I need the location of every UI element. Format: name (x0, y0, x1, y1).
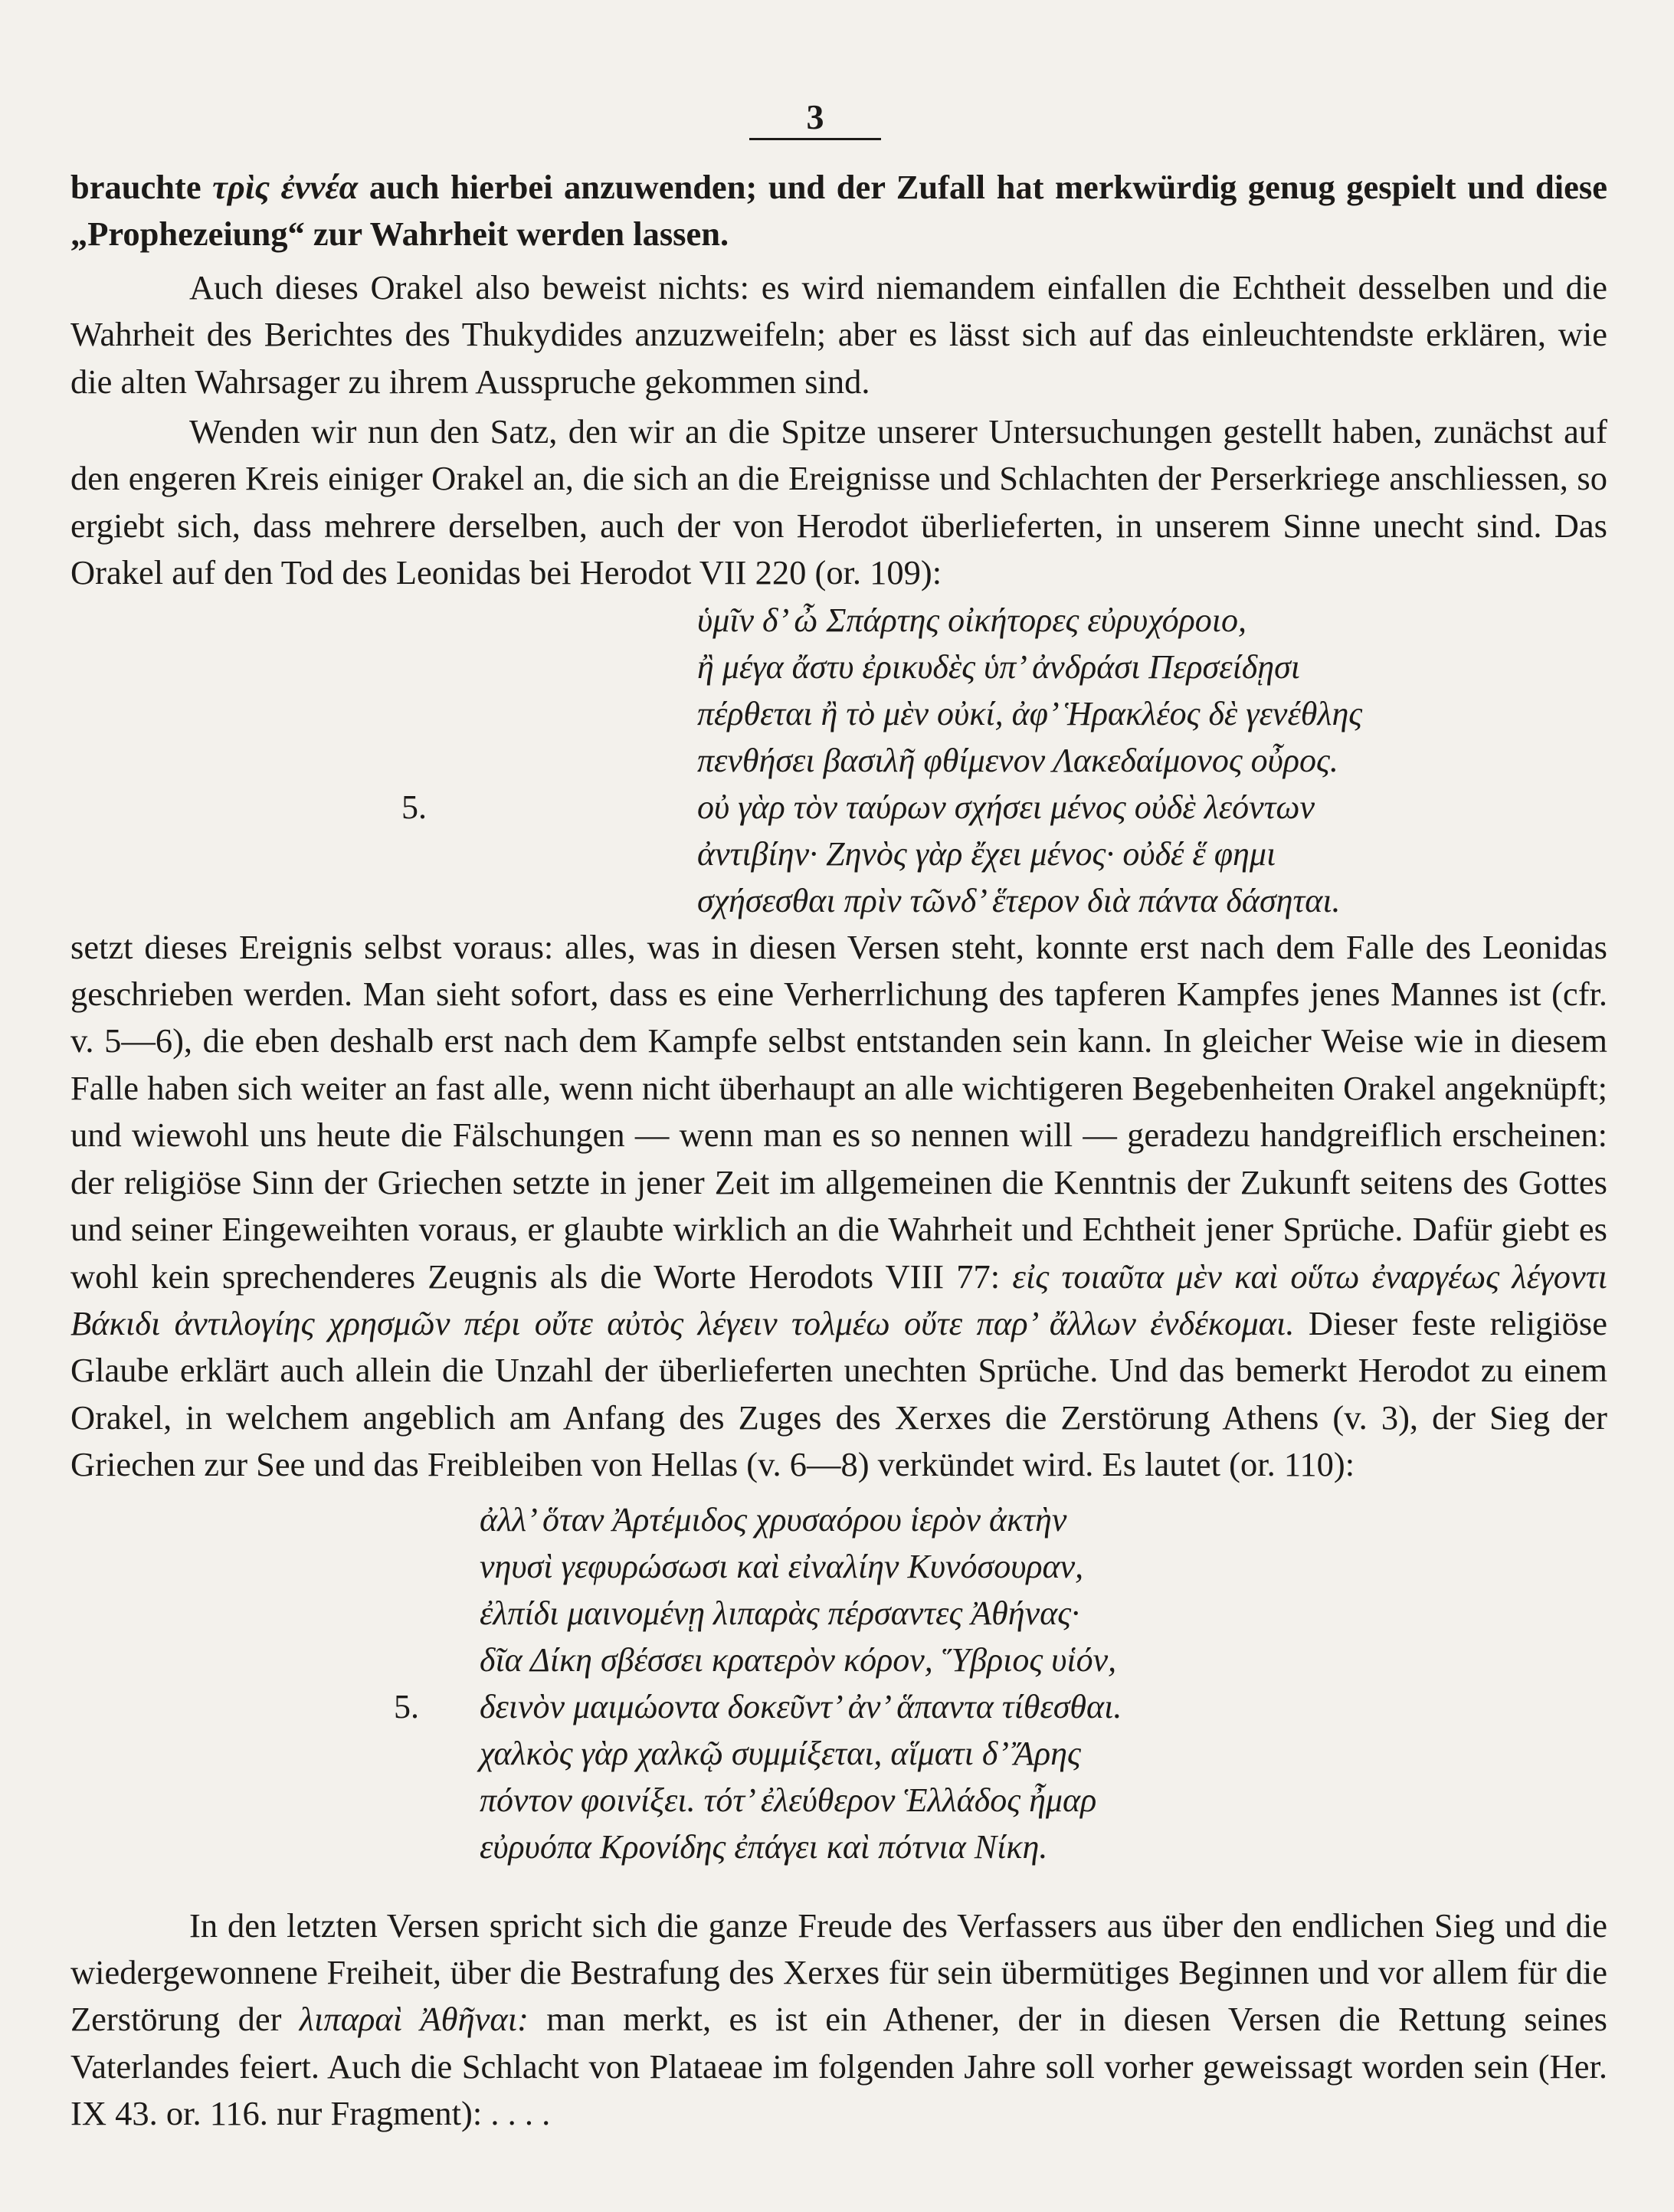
paragraph-1-greek: τρὶς ἐννέα (212, 168, 359, 206)
oracle-110-line-7 (70, 1777, 1607, 1824)
oracle-109-line-1 (70, 597, 1607, 644)
oracle-109 (70, 597, 1607, 924)
oracle-110-line-1 (70, 1496, 1607, 1543)
oracle-110-line-number-5: 5. (394, 1687, 419, 1725)
paragraph-1 (70, 164, 1607, 258)
oracle-110-line-6-text: χαλκὸς γὰρ χαλκῷ συμμίξεται, αἵματι δ’ Ἄρης (480, 1734, 1081, 1772)
page-number-rule (749, 138, 881, 140)
oracle-109-line-5-text: οὐ γὰρ τὸν ταύρων σχήσει μένος οὐδὲ λεόντων (697, 788, 1315, 826)
oracle-110-line-7-text: πόντον φοινίξει. τότ’ ἐλεύθερον Ἑλλάδος ἦμαρ (480, 1781, 1097, 1819)
oracle-109-line-7 (70, 877, 1607, 924)
paragraph-2: Auch dieses Orakel also beweist nichts: es wird niemandem einfallen die Echtheit desselben und die Wahrheit des Berichtes des Thukydides anzuzweifeln; aber es lässt sich auf das einleuchtendste erklären, wie die alten Wahrsager zu ihrem Ausspruche gekommen sind. (70, 267, 1607, 401)
oracle-109-line-4-text: πενθήσει βασιλῆ φθίμενον Λακεδαίμονος οὖρος. (697, 741, 1338, 779)
paragraph-4-greek: εἰς τοιαῦτα μὲν καὶ οὕτω ἐναργέως λέγοντι Βάκιδι ἀντιλογίης χρησμῶν πέρι οὔτε αὐτὸς λέγειν τολμέω οὔτε παρ’ ἄλλων ἐνδέκομαι. (70, 1257, 1607, 1342)
oracle-109-line-5 (70, 784, 1607, 831)
paragraph-3: Wenden wir nun den Satz, den wir an die Spitze unserer Untersuchungen gestellt haben, zunächst auf den engeren Kreis einiger Orakel an, die sich an die Ereignisse und Schlachten der Perserkriege anschliessen, so ergiebt sich, dass mehrere derselben, auch der von Herodot überlieferten, in unserem Sinne unecht sind. Das Orakel auf den Tod des Leonidas bei Herodot VII 220 (or. 109): (70, 412, 1607, 592)
paragraph-5-greek: λιπαραὶ Ἀθῆναι: (299, 2000, 529, 2039)
oracle-109-line-7-text: σχήσεσθαι πρὶν τῶνδ’ ἕτερον διὰ πάντα δάσηται. (697, 881, 1341, 919)
oracle-110 (70, 1496, 1607, 1870)
paragraph-1-text-a: brauchte (70, 168, 213, 206)
paragraph-4-text-b: Dieser feste religiöse Glaube erklärt auch allein die Unzahl der überlieferten unechten Sprüche. Und das bemerkt Herodot zu einem Orakel, in welchem angeblich am Anfang des Zuges des Xerxes die Zerstörung Athens (v. 3), der Sieg der Griechen zur See und das Freibleiben von Hellas (v. 6—8) verkündet wird. Es lautet (or. 110): (70, 1303, 1607, 1484)
body-text (70, 164, 1607, 2138)
oracle-109-line-2-text: ἢ μέγα ἄστυ ἐρικυδὲς ὑπ’ ἀνδράσι Περσείδῃσι (697, 647, 1300, 686)
oracle-110-line-4-text: δῖα Δίκη σβέσσει κρατερὸν κόρον, Ὕβριος υἱόν, (480, 1640, 1117, 1679)
oracle-109-line-1-text: ὑμῖν δ’ ὦ Σπάρτης οἰκήτορες εὐρυχόροιο, (697, 601, 1247, 639)
oracle-110-line-6 (70, 1730, 1607, 1777)
oracle-109-line-number-5: 5. (401, 788, 427, 826)
oracle-109-line-6-text: ἀντιβίην· Ζηνὸς γὰρ ἔχει μένος· οὐδέ ἕ φημι (697, 834, 1276, 873)
oracle-110-line-3-text: ἐλπίδι μαινομένῃ λιπαρὰς πέρσαντες Ἀθήνας· (480, 1594, 1080, 1632)
oracle-110-line-4 (70, 1637, 1607, 1683)
paragraph-4 (70, 924, 1607, 1489)
oracle-110-line-8 (70, 1824, 1607, 1870)
oracle-110-line-3 (70, 1590, 1607, 1637)
oracle-109-line-3-text: πέρθεται ἢ τὸ μὲν οὐκί, ἀφ’ Ἡρακλέος δὲ γενέθλης (697, 694, 1363, 732)
oracle-110-line-2 (70, 1543, 1607, 1590)
paragraph-5 (70, 1902, 1607, 2138)
oracle-109-line-2 (70, 644, 1607, 690)
oracle-109-line-3 (70, 690, 1607, 737)
oracle-110-line-5-text: δεινὸν μαιμώοντα δοκεῦντ’ ἀν’ ἅπαντα τίθεσθαι. (480, 1687, 1122, 1725)
page-number: 3 (806, 97, 824, 136)
paragraph-1-text-b: auch hierbei anzuwenden; und der Zufall hat merkwürdig genug gespielt und diese „Prophezeiung“ zur Wahrheit werden lassen. (70, 168, 1607, 254)
oracle-110-line-8-text: εὐρυόπα Κρονίδης ἐπάγει καὶ πότνια Νίκη. (480, 1827, 1048, 1866)
oracle-110-line-5 (70, 1683, 1607, 1730)
oracle-109-line-6 (70, 831, 1607, 877)
paragraph-5-text-a: In den letzten Versen spricht sich die ganze Freude des Verfassers aus über den endlichen Sieg und die wiedergewonnene Freiheit, über die Bestrafung des Xerxes für sein übermütiges Beginnen und vor allem für die Zerstörung der (70, 1906, 1607, 2039)
oracle-109-line-4 (70, 737, 1607, 784)
paragraph-5-text-b: man merkt, es ist ein Athener, der in diesen Versen die Rettung seines Vaterlandes feiert. Auch die Schlacht von Plataeae im folgenden Jahre soll vorher geweissagt worden sein (Her. IX 43. or. 116. nur Fragment): . . . . (70, 2000, 1608, 2133)
oracle-110-line-1-text: ἀλλ’ ὅταν Ἀρτέμιδος χρυσαόρου ἱερὸν ἀκτὴν (480, 1500, 1067, 1539)
oracle-110-line-2-text: νηυσὶ γεφυρώσωσι καὶ εἰναλίην Κυνόσουραν, (480, 1547, 1084, 1585)
paragraph-4-text-a: setzt dieses Ereignis selbst voraus: alles, was in diesen Versen steht, konnte erst nach dem Falle des Leonidas geschrieben werden. Man sieht sofort, dass es eine Verherrlichung des tapferen Kampfes jenes Mannes ist (cfr. v. 5—6), die eben deshalb erst nach dem Kampfe selbst entstanden sein kann. In gleicher Weise wie in diesem Falle haben sich weiter an fast alle, wenn nicht überhaupt an alle wichtigeren Begebenheiten Orakel angeknüpft; und wiewohl uns heute die Fälschungen — wenn man es so nennen will — geradezu handgreiflich erscheinen: der religiöse Sinn der Griechen setzte in jener Zeit im allgemeinen die Kenntnis der Zukunft seitens des Gottes und seiner Eingeweihten voraus, er glaubte wirklich an die Wahrheit und Echtheit jener Sprüche. Dafür giebt es wohl kein sprechenderes Zeugnis als die Worte Herodots VIII 77: (70, 927, 1607, 1296)
